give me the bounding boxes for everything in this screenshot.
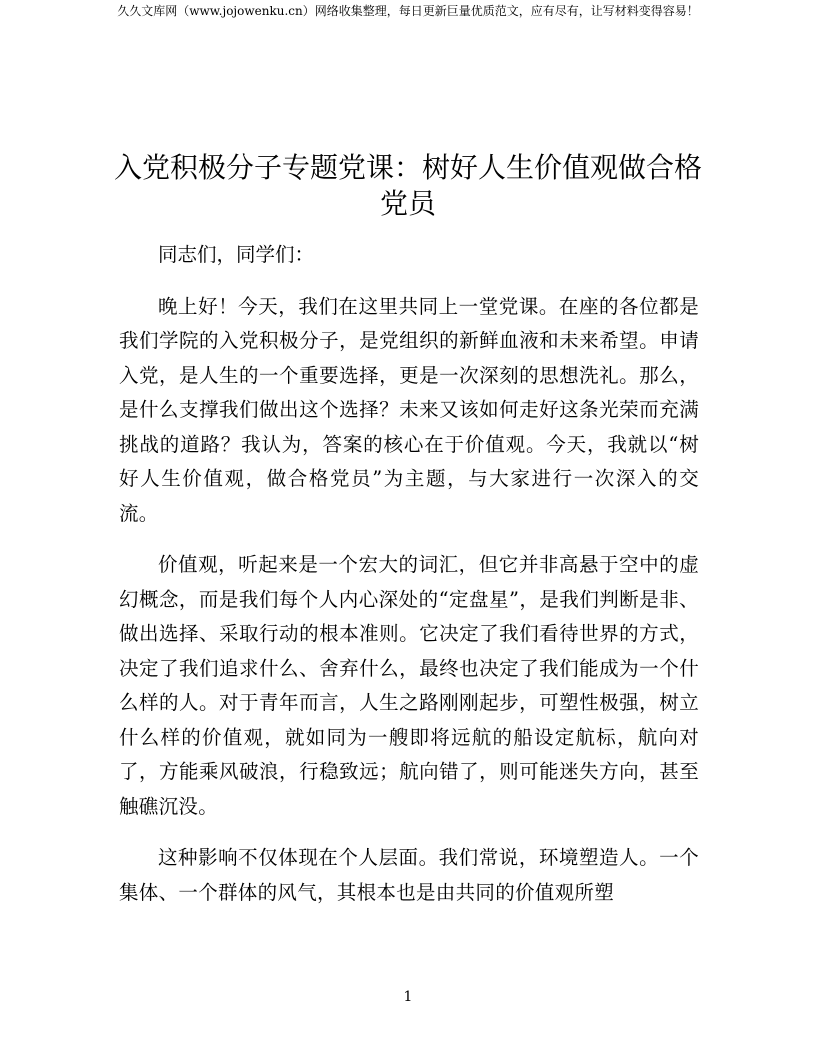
paragraph-3: 这种影响不仅体现在个人层面。我们常说，环境塑造人。一个集体、一个群体的风气，其根本也是由共同的价值观所塑 [119,846,699,904]
page-header: 久久文库网（www.jojowenku.cn）网络收集整理，每日更新巨量优质范文，应有尽有，让写材料变得容易！ [117,4,699,18]
document-body [119,238,699,927]
greeting: 同志们，同学们： [158,243,315,266]
document-title: 入党积极分子专题党课：树好人生价值观做合格党员 [113,151,702,220]
paragraph-1: 晚上好！今天，我们在这里共同上一堂党课。在座的各位都是我们学院的入党积极分子，是党组织的新鲜血液和未来希望。申请入党，是人生的一个重要选择，更是一次深刻的思想洗礼。那么，是什么支撑我们做出这个选择？未来又该如何走好这条光荣而充满挑战的道路？我认为，答案的核心在于价值观。今天，我就以“树好人生价值观，做合格党员”为主题，与大家进行一次深入的交流。 [119,294,699,525]
page-number: 1 [403,989,413,1005]
paragraph-2: 价值观，听起来是一个宏大的词汇，但它并非高悬于空中的虚幻概念，而是我们每个人内心深处的“定盘星”，是我们判断是非、做出选择、采取行动的根本准则。它决定了我们看待世界的方式，决定了我们追求什么、舍弃什么，最终也决定了我们能成为一个什么样的人。对于青年而言，人生之路刚刚起步，可塑性极强，树立什么样的价值观，就如同为一艘即将远航的船设定航标，航向对了，方能乘风破浪，行稳致远；航向错了，则可能迷失方向，甚至触礁沉没。 [119,553,699,818]
